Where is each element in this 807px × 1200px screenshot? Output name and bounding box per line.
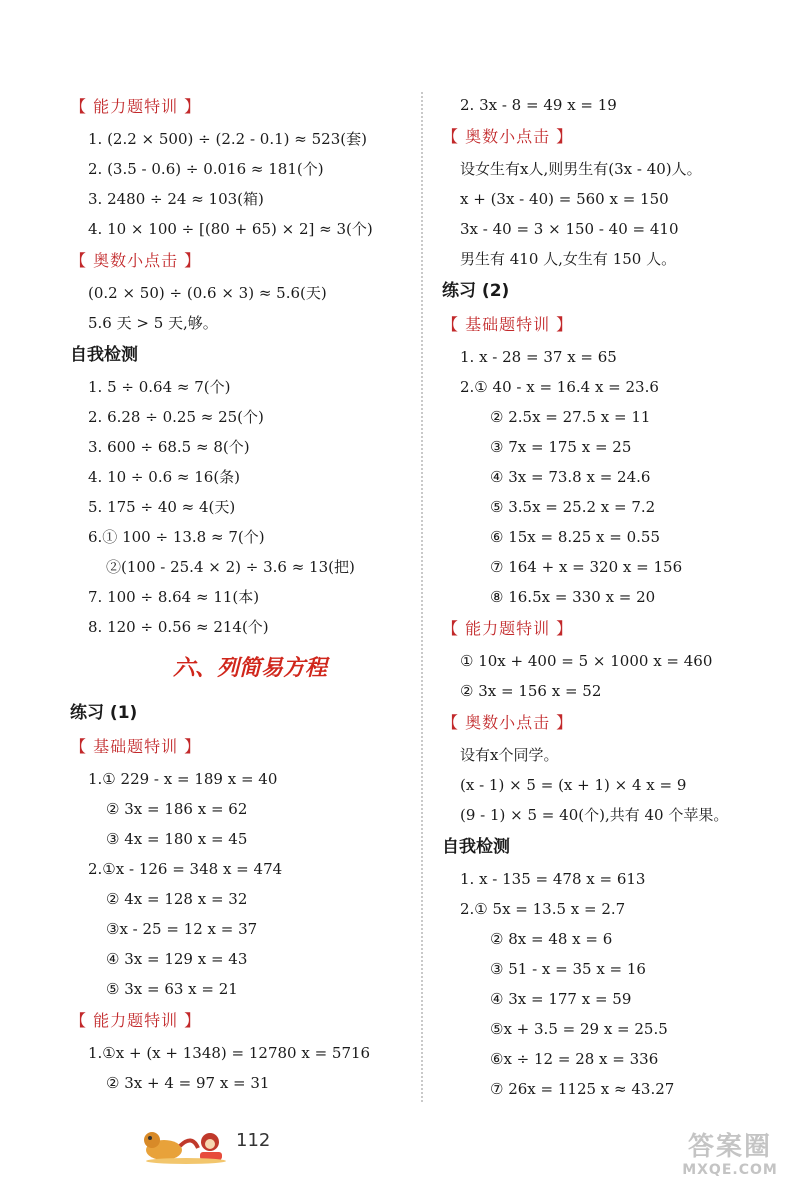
answer-line: ③ 4x = 180 x = 45 [106,830,248,848]
answer-line: (9 - 1) × 5 = 40(个),共有 40 个苹果。 [460,806,729,824]
section-heading: 【 奥数小点击 】 [442,713,574,732]
answer-line: ⑥x ÷ 12 = 28 x = 336 [490,1050,659,1068]
section-heading: 【 能力题特训 】 [70,1011,202,1030]
section-heading: 【 能力题特训 】 [70,97,202,116]
watermark-url: MXQE.COM [682,1162,778,1178]
chapter-title: 六、列简易方程 [172,656,327,681]
answer-line: ① 10x + 400 = 5 × 1000 x = 460 [460,652,713,670]
answer-line: (0.2 × 50) ÷ (0.6 × 3) ≈ 5.6(天) [88,284,327,302]
section-heading: 【 奥数小点击 】 [70,251,202,270]
answer-line: 1. x - 135 = 478 x = 613 [460,870,646,888]
answer-line: 3. 2480 ÷ 24 ≈ 103(箱) [88,190,264,208]
section-heading: 【 基础题特训 】 [442,315,574,334]
answer-line: 2.① 5x = 13.5 x = 2.7 [460,900,626,918]
answer-line: 2. 3x - 8 = 49 x = 19 [460,96,617,114]
watermark [665,1132,795,1192]
answer-line: 7. 100 ÷ 8.64 ≈ 11(本) [88,588,260,606]
answer-line: ④ 3x = 129 x = 43 [106,950,248,968]
answer-line: ② 3x = 156 x = 52 [460,682,602,700]
subsection-title: 练习 (1) [70,703,138,723]
section-heading: 【 能力题特训 】 [442,619,574,638]
answer-line: ⑤ 3.5x = 25.2 x = 7.2 [490,498,656,516]
answer-line: 3. 600 ÷ 68.5 ≈ 8(个) [88,438,250,456]
answer-line: (x - 1) × 5 = (x + 1) × 4 x = 9 [460,776,687,794]
answer-line: ⑤x + 3.5 = 29 x = 25.5 [490,1020,668,1038]
answer-line: 男生有 410 人,女生有 150 人。 [460,250,677,268]
answer-line: 2. (3.5 - 0.6) ÷ 0.016 ≈ 181(个) [88,160,324,178]
answer-line: 1. 5 ÷ 0.64 ≈ 7(个) [88,378,231,396]
answer-line: ③ 7x = 175 x = 25 [490,438,632,456]
answer-line: 3x - 40 = 3 × 150 - 40 = 410 [460,220,679,238]
left-column [70,90,410,1098]
answer-line: ③x - 25 = 12 x = 37 [106,920,258,938]
answer-line: 6.① 100 ÷ 13.8 ≈ 7(个) [88,528,265,546]
answer-line: ⑦ 26x = 1125 x ≈ 43.27 [490,1080,675,1098]
answer-line: 4. 10 ÷ 0.6 ≈ 16(条) [88,468,241,486]
answer-line: 4. 10 × 100 ÷ [(80 + 65) × 2] ≈ 3(个) [88,220,373,238]
answer-line: ② 3x + 4 = 97 x = 31 [106,1074,270,1092]
cartoon-decoration-icon [140,1124,232,1164]
watermark-logo: 答案圈 [687,1132,772,1162]
answer-line: 5.6 天 > 5 天,够。 [88,314,218,332]
answer-line: x + (3x - 40) = 560 x = 150 [460,190,669,208]
answer-line: 设有x个同学。 [460,746,559,764]
page-number: 112 [236,1130,271,1151]
answer-line: ②(100 - 25.4 × 2) ÷ 3.6 ≈ 13(把) [106,558,355,576]
section-heading: 【 奥数小点击 】 [442,127,574,146]
page-footer [140,1118,300,1168]
answer-line: ② 2.5x = 27.5 x = 11 [490,408,651,426]
answer-line: 2. 6.28 ÷ 0.25 ≈ 25(个) [88,408,264,426]
subsection-title: 自我检测 [442,837,510,857]
answer-line: ④ 3x = 73.8 x = 24.6 [490,468,651,486]
answer-line: ⑥ 15x = 8.25 x = 0.55 [490,528,660,546]
answer-line: 设女生有x人,则男生有(3x - 40)人。 [460,160,702,178]
answer-line: 5. 175 ÷ 40 ≈ 4(天) [88,498,236,516]
answer-line: ④ 3x = 177 x = 59 [490,990,632,1008]
answer-line: ⑦ 164 + x = 320 x = 156 [490,558,683,576]
column-divider [421,92,423,1102]
right-column [442,90,792,1104]
answer-line: 2.① 40 - x = 16.4 x = 23.6 [460,378,659,396]
answer-line: ② 8x = 48 x = 6 [490,930,613,948]
subsection-title: 自我检测 [70,345,138,365]
subsection-title: 练习 (2) [442,281,510,301]
answer-line: 1.①x + (x + 1348) = 12780 x = 5716 [88,1044,371,1062]
answer-line: 2.①x - 126 = 348 x = 474 [88,860,283,878]
answer-line: 1. x - 28 = 37 x = 65 [460,348,617,366]
answer-line: ③ 51 - x = 35 x = 16 [490,960,646,978]
answer-line: ② 4x = 128 x = 32 [106,890,248,908]
answer-line: 1.① 229 - x = 189 x = 40 [88,770,278,788]
answer-line: ⑤ 3x = 63 x = 21 [106,980,238,998]
section-heading: 【 基础题特训 】 [70,737,202,756]
answer-line: ⑧ 16.5x = 330 x = 20 [490,588,656,606]
answer-line: ② 3x = 186 x = 62 [106,800,248,818]
answer-line: 8. 120 ÷ 0.56 ≈ 214(个) [88,618,269,636]
answer-line: 1. (2.2 × 500) ÷ (2.2 - 0.1) ≈ 523(套) [88,130,367,148]
